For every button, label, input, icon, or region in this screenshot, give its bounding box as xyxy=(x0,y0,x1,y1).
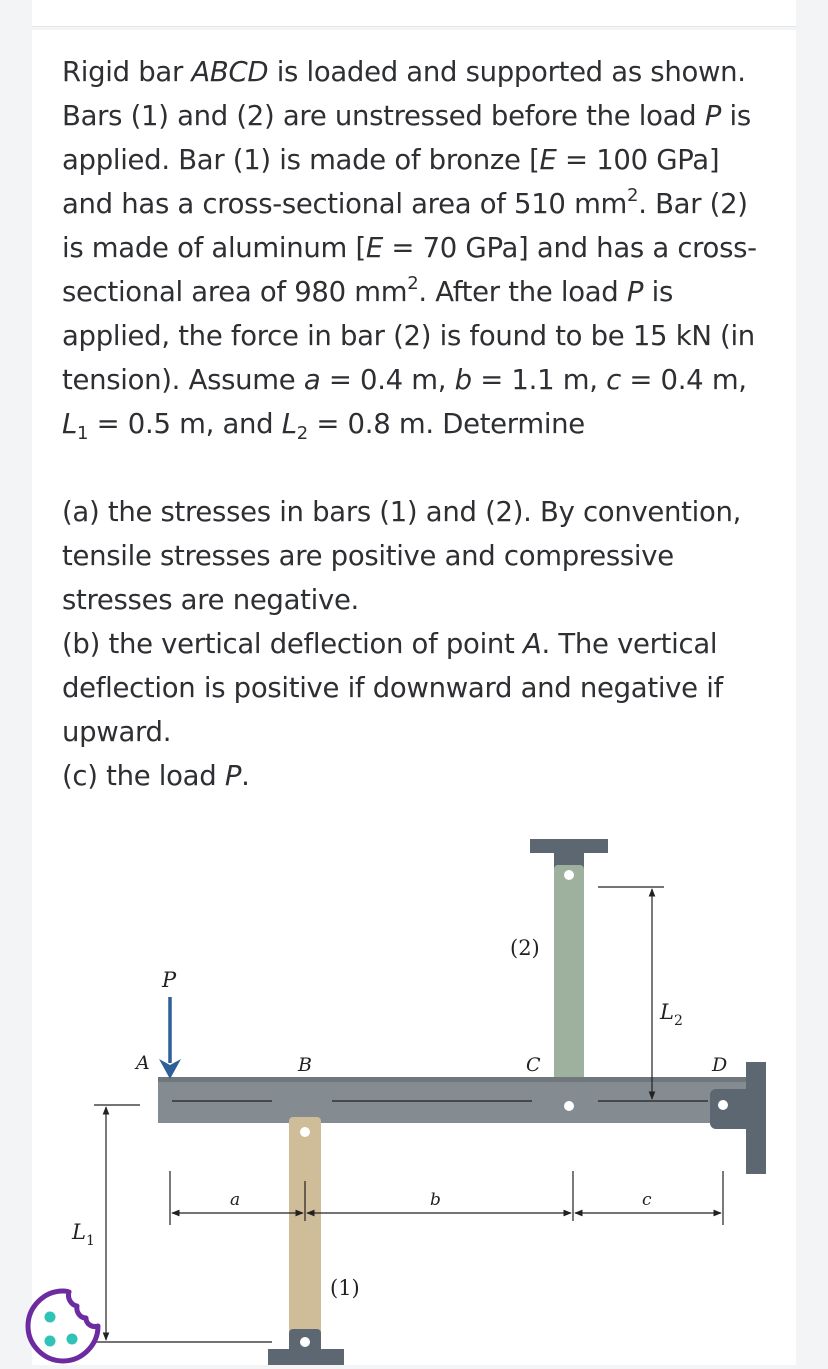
part-a: (a) the stresses in bars (1) and (2). By convention, tensile stresses are positive and compressive stresses are negative. xyxy=(62,496,742,616)
label-point-a: A xyxy=(136,1052,150,1074)
problem-statement xyxy=(62,50,772,798)
pin-c xyxy=(564,1101,574,1111)
label-dim-b: b xyxy=(430,1190,441,1210)
cookie-settings-icon[interactable] xyxy=(20,1283,106,1369)
bottom-pin xyxy=(300,1337,310,1347)
problem-card xyxy=(32,30,796,1365)
label-dim-a: a xyxy=(230,1190,241,1210)
support-d-clevis xyxy=(710,1089,754,1129)
label-l1: $L_1$ xyxy=(72,1220,95,1249)
part-c: (c) the load P. xyxy=(62,760,250,792)
label-bar-2: (2) xyxy=(510,936,540,960)
structure-diagram xyxy=(32,835,796,1365)
previous-content-strip xyxy=(32,0,796,27)
label-p: P xyxy=(162,968,177,992)
problem-intro: Rigid bar ABCD is loaded and supported as shown. Bars (1) and (2) are unstressed before the load P is applied. Bar (1) is made of bronze [E = 100 GPa] and has a cross-sectional area of 510 $mm^2$. Bar (2) is made of aluminum [E = 70 GPa] and has a cross-sectional area of 980 $mm^2$. After the load P is applied, the force in bar (2) is found to be 15 kN (in tension). Assume a = 0.4 m, b = 1.1 m, c = 0.4 m, $L_1 = 0.5$ m, and $L_2 = 0.8$ m. Determine xyxy=(62,56,757,444)
pin-b xyxy=(300,1127,310,1137)
label-bar-1: (1) xyxy=(330,1276,360,1300)
label-point-c: C xyxy=(526,1054,541,1076)
rigid-bar-abcd xyxy=(158,1077,762,1123)
pin-d xyxy=(718,1100,728,1110)
part-b: (b) the vertical deflection of point A. The vertical deflection is positive if downward and negative if upward. xyxy=(62,628,723,748)
label-point-d: D xyxy=(712,1054,728,1076)
bottom-support-plate xyxy=(268,1349,344,1365)
label-point-b: B xyxy=(298,1054,312,1076)
rigid-bar-top-edge xyxy=(158,1077,762,1082)
top-pin xyxy=(564,870,574,880)
bar-1 xyxy=(289,1117,321,1342)
label-l2: $L_2$ xyxy=(660,1000,683,1029)
label-dim-c: c xyxy=(642,1190,652,1210)
